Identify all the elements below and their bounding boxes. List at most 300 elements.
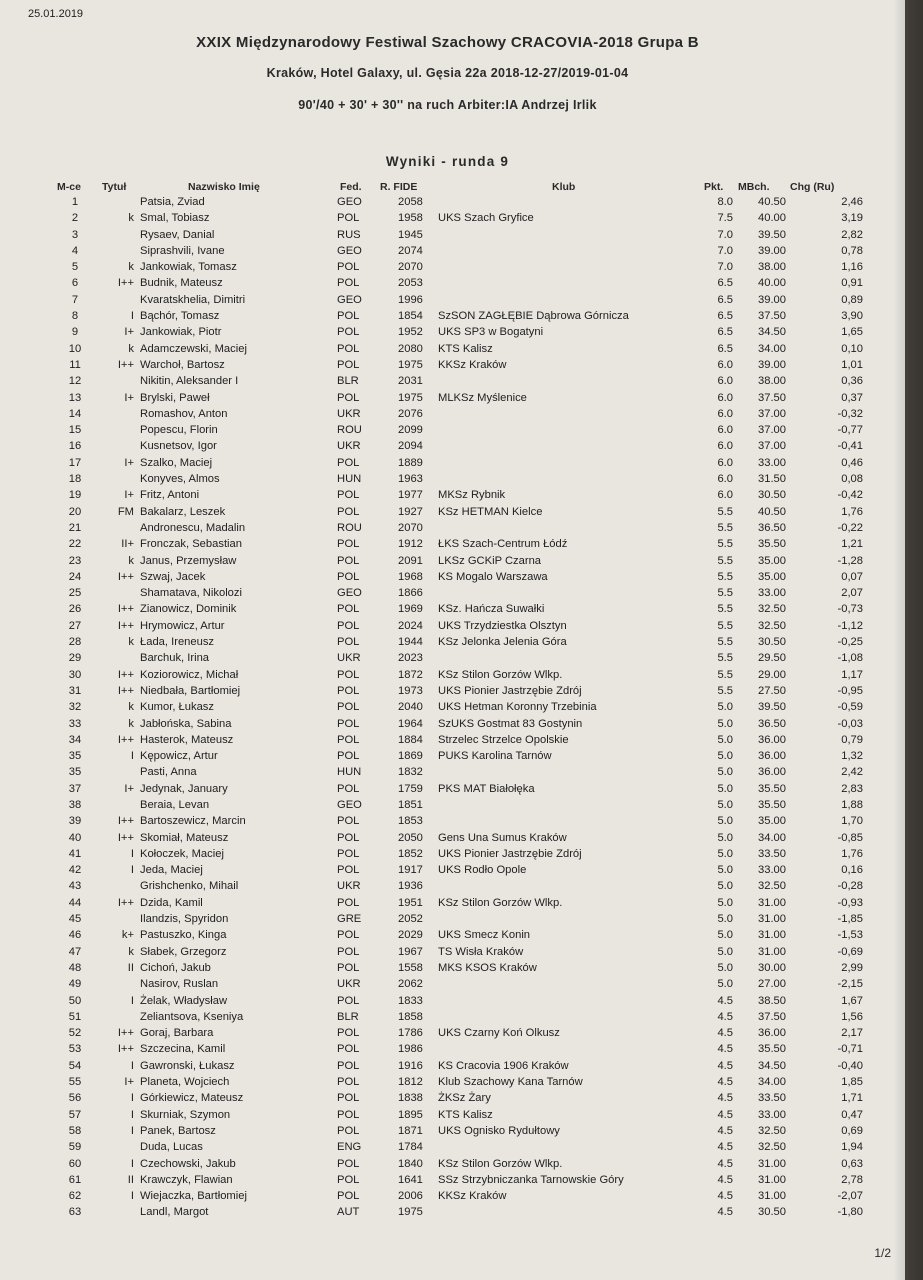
- cell-title: I+: [124, 489, 134, 502]
- cell-points: 7.5: [717, 212, 733, 225]
- cell-rating-change: -0,22: [837, 521, 863, 534]
- cell-club: SzSON ZAGŁĘBIE Dąbrowa Górnicza: [438, 310, 629, 323]
- cell-points: 7.0: [717, 244, 733, 257]
- table-row: [0, 275, 905, 291]
- cell-mbch: 35.50: [758, 782, 786, 795]
- cell-points: 4.5: [717, 994, 733, 1007]
- cell-fed: POL: [337, 570, 360, 583]
- page-edge-shadow: [893, 0, 923, 1280]
- cell-fed: HUN: [337, 473, 362, 486]
- cell-club: UKS Czarny Koń Olkusz: [438, 1027, 560, 1040]
- cell-mbch: 40.00: [758, 277, 786, 290]
- cell-rating-change: 1,85: [841, 1076, 863, 1089]
- cell-pos: 44: [68, 896, 82, 909]
- cell-mbch: 33.00: [758, 587, 786, 600]
- cell-pos: 41: [68, 847, 82, 860]
- cell-rating-change: -1,08: [837, 652, 863, 665]
- cell-mbch: 37.50: [758, 310, 786, 323]
- cell-fide: 1854: [398, 310, 423, 323]
- table-row: [0, 650, 905, 666]
- cell-fide: 1975: [398, 1206, 423, 1219]
- table-row: [0, 1156, 905, 1172]
- cell-rating-change: 0,10: [841, 342, 863, 355]
- cell-title: II: [127, 961, 134, 974]
- cell-fide: 1963: [398, 473, 423, 486]
- table-row: [0, 862, 905, 878]
- table-row: [0, 471, 905, 487]
- cell-points: 5.5: [717, 668, 733, 681]
- cell-rating-change: 0,07: [841, 570, 863, 583]
- cell-mbch: 29.00: [758, 668, 786, 681]
- cell-pos: 10: [68, 342, 82, 355]
- cell-rating-change: -0,41: [837, 440, 863, 453]
- cell-title: I+: [124, 326, 134, 339]
- cell-rating-change: 2,07: [841, 587, 863, 600]
- cell-fide: 2052: [398, 913, 423, 926]
- cell-rating-change: 0,63: [841, 1157, 863, 1170]
- cell-title: I+: [124, 391, 134, 404]
- cell-rating-change: 1,01: [841, 358, 863, 371]
- cell-points: 5.0: [717, 766, 733, 779]
- cell-fed: BLR: [337, 1010, 359, 1023]
- cell-fide: 1858: [398, 1010, 423, 1023]
- cell-title: I++: [117, 684, 134, 697]
- cell-pos: 22: [68, 538, 82, 551]
- tournament-title: XXIX Międzynarodowy Festiwal Szachowy CRACOVIA-2018 Grupa B: [196, 34, 699, 51]
- cell-fed: POL: [337, 684, 360, 697]
- cell-title: I+: [124, 782, 134, 795]
- cell-rating-change: -0,28: [837, 880, 863, 893]
- cell-name: Smal, Tobiasz: [140, 212, 210, 225]
- cell-fide: 2062: [398, 978, 423, 991]
- table-row: [0, 993, 905, 1009]
- cell-mbch: 36.00: [758, 766, 786, 779]
- cell-title: I+: [124, 1076, 134, 1089]
- cell-mbch: 36.00: [758, 750, 786, 763]
- cell-pos: 1: [71, 196, 79, 208]
- cell-mbch: 38.00: [758, 261, 786, 274]
- cell-club: MKS KSOS Kraków: [438, 961, 537, 974]
- cell-pos: 20: [68, 505, 82, 518]
- cell-mbch: 35.50: [758, 798, 786, 811]
- cell-fide: 1912: [398, 538, 423, 551]
- cell-fide: 2029: [398, 929, 423, 942]
- cell-points: 5.0: [717, 701, 733, 714]
- cell-pos: 2: [71, 212, 79, 225]
- cell-rating-change: 1,32: [841, 750, 863, 763]
- cell-title: I++: [117, 733, 134, 746]
- print-date: 25.01.2019: [28, 8, 84, 20]
- cell-rating-change: 0,89: [841, 293, 863, 306]
- cell-club: KSz Jelonka Jelenia Góra: [438, 636, 567, 649]
- cell-mbch: 39.00: [758, 358, 786, 371]
- cell-rating-change: 0,69: [841, 1124, 863, 1137]
- cell-rating-change: -1,85: [837, 913, 863, 926]
- cell-name: Hrymowicz, Artur: [140, 619, 225, 632]
- cell-points: 5.0: [717, 864, 733, 877]
- cell-name: Fritz, Antoni: [140, 489, 200, 502]
- cell-points: 5.5: [717, 505, 733, 518]
- cell-fed: POL: [337, 326, 360, 339]
- cell-name: Zeliantsova, Kseniya: [140, 1010, 244, 1023]
- cell-rating-change: -1,53: [837, 929, 863, 942]
- cell-title: I++: [117, 668, 134, 681]
- table-row: [0, 308, 905, 324]
- cell-mbch: 38.50: [758, 994, 786, 1007]
- round-title: Wyniki - runda 9: [385, 154, 510, 169]
- cell-name: Duda, Lucas: [140, 1141, 203, 1154]
- cell-rating-change: 0,46: [841, 456, 863, 469]
- cell-name: Konyves, Almos: [140, 473, 220, 486]
- cell-fed: GRE: [337, 913, 362, 926]
- cell-mbch: 37.00: [758, 407, 786, 420]
- cell-title: I++: [117, 1043, 134, 1056]
- cell-title: k: [128, 212, 134, 225]
- cell-points: 5.5: [717, 603, 733, 616]
- cell-fed: GEO: [337, 244, 362, 257]
- cell-fide: 1872: [398, 668, 423, 681]
- cell-pos: 62: [68, 1190, 82, 1203]
- cell-name: Jankowiak, Piotr: [140, 326, 222, 339]
- table-row: [0, 830, 905, 846]
- cell-mbch: 33.00: [758, 456, 786, 469]
- cell-name: Jedynak, January: [140, 782, 228, 795]
- cell-pos: 61: [68, 1173, 82, 1186]
- cell-name: Jeda, Maciej: [140, 864, 203, 877]
- cell-mbch: 29.50: [758, 652, 786, 665]
- table-row: [0, 1123, 905, 1139]
- cell-name: Skurniak, Szymon: [140, 1108, 231, 1121]
- table-row: [0, 390, 905, 406]
- cell-pos: 46: [68, 929, 82, 942]
- cell-rating-change: 0,16: [841, 864, 863, 877]
- cell-mbch: 31.00: [758, 896, 786, 909]
- cell-fide: 2076: [398, 407, 423, 420]
- cell-fide: 1852: [398, 847, 423, 860]
- cell-name: Goraj, Barbara: [140, 1027, 214, 1040]
- cell-pos: 45: [68, 913, 82, 926]
- cell-pos: 7: [71, 293, 79, 306]
- table-row: [0, 373, 905, 389]
- cell-rating-change: -0,42: [837, 489, 863, 502]
- cell-rating-change: -0,03: [837, 717, 863, 730]
- cell-mbch: 30.50: [758, 636, 786, 649]
- cell-fed: POL: [337, 261, 360, 274]
- cell-club: UKS SP3 w Bogatyni: [438, 326, 544, 339]
- cell-fide: 1558: [398, 961, 423, 974]
- cell-fed: HUN: [337, 766, 362, 779]
- table-row: [0, 341, 905, 357]
- cell-name: Żelak, Władysław: [140, 994, 228, 1007]
- cell-rating-change: -0,73: [837, 603, 863, 616]
- cell-name: Hasterok, Mateusz: [140, 733, 234, 746]
- cell-mbch: 39.50: [758, 228, 786, 241]
- cell-pos: 49: [68, 978, 82, 991]
- cell-pos: 57: [68, 1108, 82, 1121]
- cell-fide: 1986: [398, 1043, 423, 1056]
- cell-club: UKS Trzydziestka Olsztyn: [438, 619, 567, 632]
- cell-fed: POL: [337, 636, 360, 649]
- cell-name: Pastuszko, Kinga: [140, 929, 227, 942]
- cell-fide: 1917: [398, 864, 423, 877]
- table-row: [0, 732, 905, 748]
- cell-mbch: 30.00: [758, 961, 786, 974]
- cell-pos: 32: [68, 701, 82, 714]
- cell-title: I++: [117, 619, 134, 632]
- cell-points: 6.0: [717, 358, 733, 371]
- cell-pos: 34: [68, 733, 82, 746]
- cell-fed: POL: [337, 1092, 360, 1105]
- cell-name: Adamczewski, Maciej: [140, 342, 247, 355]
- cell-title: I++: [117, 896, 134, 909]
- cell-points: 5.0: [717, 798, 733, 811]
- table-row: [0, 1009, 905, 1025]
- cell-mbch: 36.50: [758, 521, 786, 534]
- cell-club: ŁKS Szach-Centrum Łódź: [438, 538, 568, 551]
- cell-name: Skomiał, Mateusz: [140, 831, 229, 844]
- cell-rating-change: -0,85: [837, 831, 863, 844]
- cell-name: Górkiewicz, Mateusz: [140, 1092, 244, 1105]
- cell-points: 6.0: [717, 440, 733, 453]
- table-row: [0, 1058, 905, 1074]
- cell-mbch: 31.00: [758, 929, 786, 942]
- cell-club: KKSz Kraków: [438, 1190, 507, 1203]
- cell-title: k: [128, 261, 134, 274]
- cell-rating-change: -0,25: [837, 636, 863, 649]
- cell-rating-change: 1,65: [841, 326, 863, 339]
- cell-fed: POL: [337, 1108, 360, 1121]
- cell-pos: 60: [68, 1157, 82, 1170]
- cell-mbch: 32.50: [758, 1141, 786, 1154]
- col-header-pkt: Pkt.: [704, 181, 724, 193]
- cell-pos: 13: [68, 391, 82, 404]
- cell-mbch: 33.00: [758, 1108, 786, 1121]
- cell-fide: 1927: [398, 505, 423, 518]
- cell-fed: UKR: [337, 652, 361, 665]
- cell-pos: 43: [68, 880, 82, 893]
- cell-fide: 1975: [398, 358, 423, 371]
- cell-pos: 31: [68, 684, 82, 697]
- cell-fed: POL: [337, 668, 360, 681]
- cell-rating-change: -0,40: [837, 1059, 863, 1072]
- table-row: [0, 1074, 905, 1090]
- cell-pos: 23: [68, 554, 82, 567]
- cell-points: 5.5: [717, 619, 733, 632]
- cell-points: 7.0: [717, 261, 733, 274]
- table-row: [0, 781, 905, 797]
- cell-fide: 1964: [398, 717, 423, 730]
- cell-fide: 1945: [398, 228, 423, 241]
- cell-rating-change: 0,47: [841, 1108, 863, 1121]
- cell-mbch: 35.00: [758, 570, 786, 583]
- cell-points: 5.0: [717, 929, 733, 942]
- cell-name: Rysaev, Danial: [140, 228, 215, 241]
- page-number: 1/2: [874, 1246, 891, 1260]
- table-row: [0, 406, 905, 422]
- cell-pos: 48: [68, 961, 82, 974]
- cell-pos: 54: [68, 1059, 82, 1072]
- cell-fide: 1952: [398, 326, 423, 339]
- cell-name: Gawronski, Łukasz: [140, 1059, 235, 1072]
- cell-club: ŻKSz Żary: [438, 1092, 491, 1105]
- cell-fide: 2080: [398, 342, 423, 355]
- cell-club: KSz Stilon Gorzów Wlkp.: [438, 668, 563, 681]
- cell-fide: 1784: [398, 1141, 423, 1154]
- cell-rating-change: 0,36: [841, 375, 863, 388]
- cell-points: 6.5: [717, 277, 733, 290]
- col-header-title: Tytuł: [102, 181, 127, 193]
- cell-name: Dzida, Kamil: [140, 896, 203, 909]
- cell-pos: 27: [68, 619, 82, 632]
- cell-fed: RUS: [337, 228, 361, 241]
- cell-pos: 29: [68, 652, 82, 665]
- table-row: [0, 764, 905, 780]
- cell-name: Nasirov, Ruslan: [140, 978, 219, 991]
- cell-pos: 56: [68, 1092, 82, 1105]
- cell-name: Romashov, Anton: [140, 407, 228, 420]
- cell-fed: AUT: [337, 1206, 360, 1219]
- cell-points: 5.0: [717, 896, 733, 909]
- cell-title: k: [128, 945, 134, 958]
- cell-rating-change: 1,56: [841, 1010, 863, 1023]
- cell-mbch: 37.00: [758, 440, 786, 453]
- cell-mbch: 40.50: [758, 505, 786, 518]
- cell-fide: 1996: [398, 293, 423, 306]
- cell-rating-change: 0,37: [841, 391, 863, 404]
- table-row: [0, 438, 905, 454]
- cell-pos: 55: [68, 1076, 82, 1089]
- cell-points: 6.0: [717, 375, 733, 388]
- cell-rating-change: -0,32: [837, 407, 863, 420]
- cell-name: Nikitin, Aleksander I: [140, 375, 239, 388]
- cell-fide: 2070: [398, 261, 423, 274]
- cell-name: Bąchór, Tomasz: [140, 310, 220, 323]
- cell-points: 5.5: [717, 538, 733, 551]
- cell-club: LKSz GCKiP Czarna: [438, 554, 542, 567]
- cell-mbch: 32.50: [758, 603, 786, 616]
- cell-mbch: 35.00: [758, 815, 786, 828]
- cell-fide: 1895: [398, 1108, 423, 1121]
- cell-mbch: 31.50: [758, 473, 786, 486]
- cell-mbch: 30.50: [758, 1206, 786, 1219]
- cell-points: 4.5: [717, 1108, 733, 1121]
- cell-points: 5.5: [717, 554, 733, 567]
- table-row: [0, 813, 905, 829]
- cell-fide: 1973: [398, 684, 423, 697]
- table-row: [0, 1204, 905, 1220]
- cell-points: 5.0: [717, 945, 733, 958]
- cell-rating-change: 2,42: [841, 766, 863, 779]
- cell-name: Janus, Przemysław: [140, 554, 237, 567]
- cell-mbch: 31.00: [758, 1173, 786, 1186]
- cell-points: 5.5: [717, 652, 733, 665]
- cell-pos: 5: [71, 261, 79, 274]
- table-row: [0, 699, 905, 715]
- cell-title: I: [130, 310, 134, 323]
- cell-mbch: 39.50: [758, 701, 786, 714]
- table-row: [0, 553, 905, 569]
- tournament-location: Kraków, Hotel Galaxy, ul. Gęsia 22a 2018-12-27/2019-01-04: [266, 66, 629, 80]
- cell-title: I: [130, 1124, 134, 1137]
- cell-fide: 1958: [398, 212, 423, 225]
- cell-name: Czechowski, Jakub: [140, 1157, 236, 1170]
- cell-pos: 35: [68, 750, 82, 763]
- cell-name: Popescu, Florin: [140, 424, 218, 437]
- cell-points: 5.0: [717, 750, 733, 763]
- cell-pos: 58: [68, 1124, 82, 1137]
- cell-title: k: [128, 717, 134, 730]
- table-row: [0, 243, 905, 259]
- cell-name: Bartoszewicz, Marcin: [140, 815, 246, 828]
- cell-club: UKS Szach Gryfice: [438, 212, 534, 225]
- cell-mbch: 37.00: [758, 424, 786, 437]
- cell-points: 6.0: [717, 489, 733, 502]
- cell-title: k+: [121, 929, 134, 942]
- cell-rating-change: 1,76: [841, 505, 863, 518]
- cell-name: Budnik, Mateusz: [140, 277, 223, 290]
- table-row: [0, 194, 905, 210]
- cell-title: I: [130, 1190, 134, 1203]
- cell-club: Klub Szachowy Kana Tarnów: [438, 1076, 583, 1089]
- cell-rating-change: 1,17: [841, 668, 863, 681]
- table-row: [0, 585, 905, 601]
- cell-fide: 2070: [398, 521, 423, 534]
- table-row: [0, 911, 905, 927]
- cell-fed: GEO: [337, 196, 362, 208]
- cell-fed: POL: [337, 538, 360, 551]
- cell-pos: 30: [68, 668, 82, 681]
- cell-pos: 14: [68, 407, 82, 420]
- cell-fed: POL: [337, 310, 360, 323]
- cell-club: PKS MAT Białołęka: [438, 782, 535, 795]
- cell-fide: 2040: [398, 701, 423, 714]
- cell-pos: 39: [68, 815, 82, 828]
- cell-fed: POL: [337, 782, 360, 795]
- cell-fide: 2074: [398, 244, 423, 257]
- table-row: [0, 960, 905, 976]
- cell-rating-change: 3,19: [841, 212, 863, 225]
- cell-pos: 16: [68, 440, 82, 453]
- cell-points: 4.5: [717, 1173, 733, 1186]
- table-row: [0, 797, 905, 813]
- cell-fide: 2050: [398, 831, 423, 844]
- cell-club: Gens Una Sumus Kraków: [438, 831, 567, 844]
- cell-mbch: 31.00: [758, 1190, 786, 1203]
- cell-title: k: [128, 701, 134, 714]
- cell-mbch: 38.00: [758, 375, 786, 388]
- cell-rating-change: -1,80: [837, 1206, 863, 1219]
- cell-name: Brylski, Paweł: [140, 391, 210, 404]
- cell-mbch: 31.00: [758, 945, 786, 958]
- cell-club: KSz Stilon Gorzów Wlkp.: [438, 896, 563, 909]
- cell-points: 4.5: [717, 1124, 733, 1137]
- cell-points: 5.0: [717, 961, 733, 974]
- cell-fide: 1838: [398, 1092, 423, 1105]
- cell-name: Andronescu, Madalin: [140, 521, 246, 534]
- cell-fide: 2031: [398, 375, 423, 388]
- cell-pos: 35: [68, 766, 82, 779]
- table-row: [0, 1188, 905, 1204]
- cell-pos: 17: [68, 456, 82, 469]
- cell-fed: POL: [337, 717, 360, 730]
- cell-mbch: 32.50: [758, 880, 786, 893]
- cell-mbch: 39.00: [758, 293, 786, 306]
- cell-title: I++: [117, 358, 134, 371]
- cell-fed: POL: [337, 391, 360, 404]
- cell-name: Jabłońska, Sabina: [140, 717, 232, 730]
- cell-title: I: [130, 1157, 134, 1170]
- cell-fide: 1833: [398, 994, 423, 1007]
